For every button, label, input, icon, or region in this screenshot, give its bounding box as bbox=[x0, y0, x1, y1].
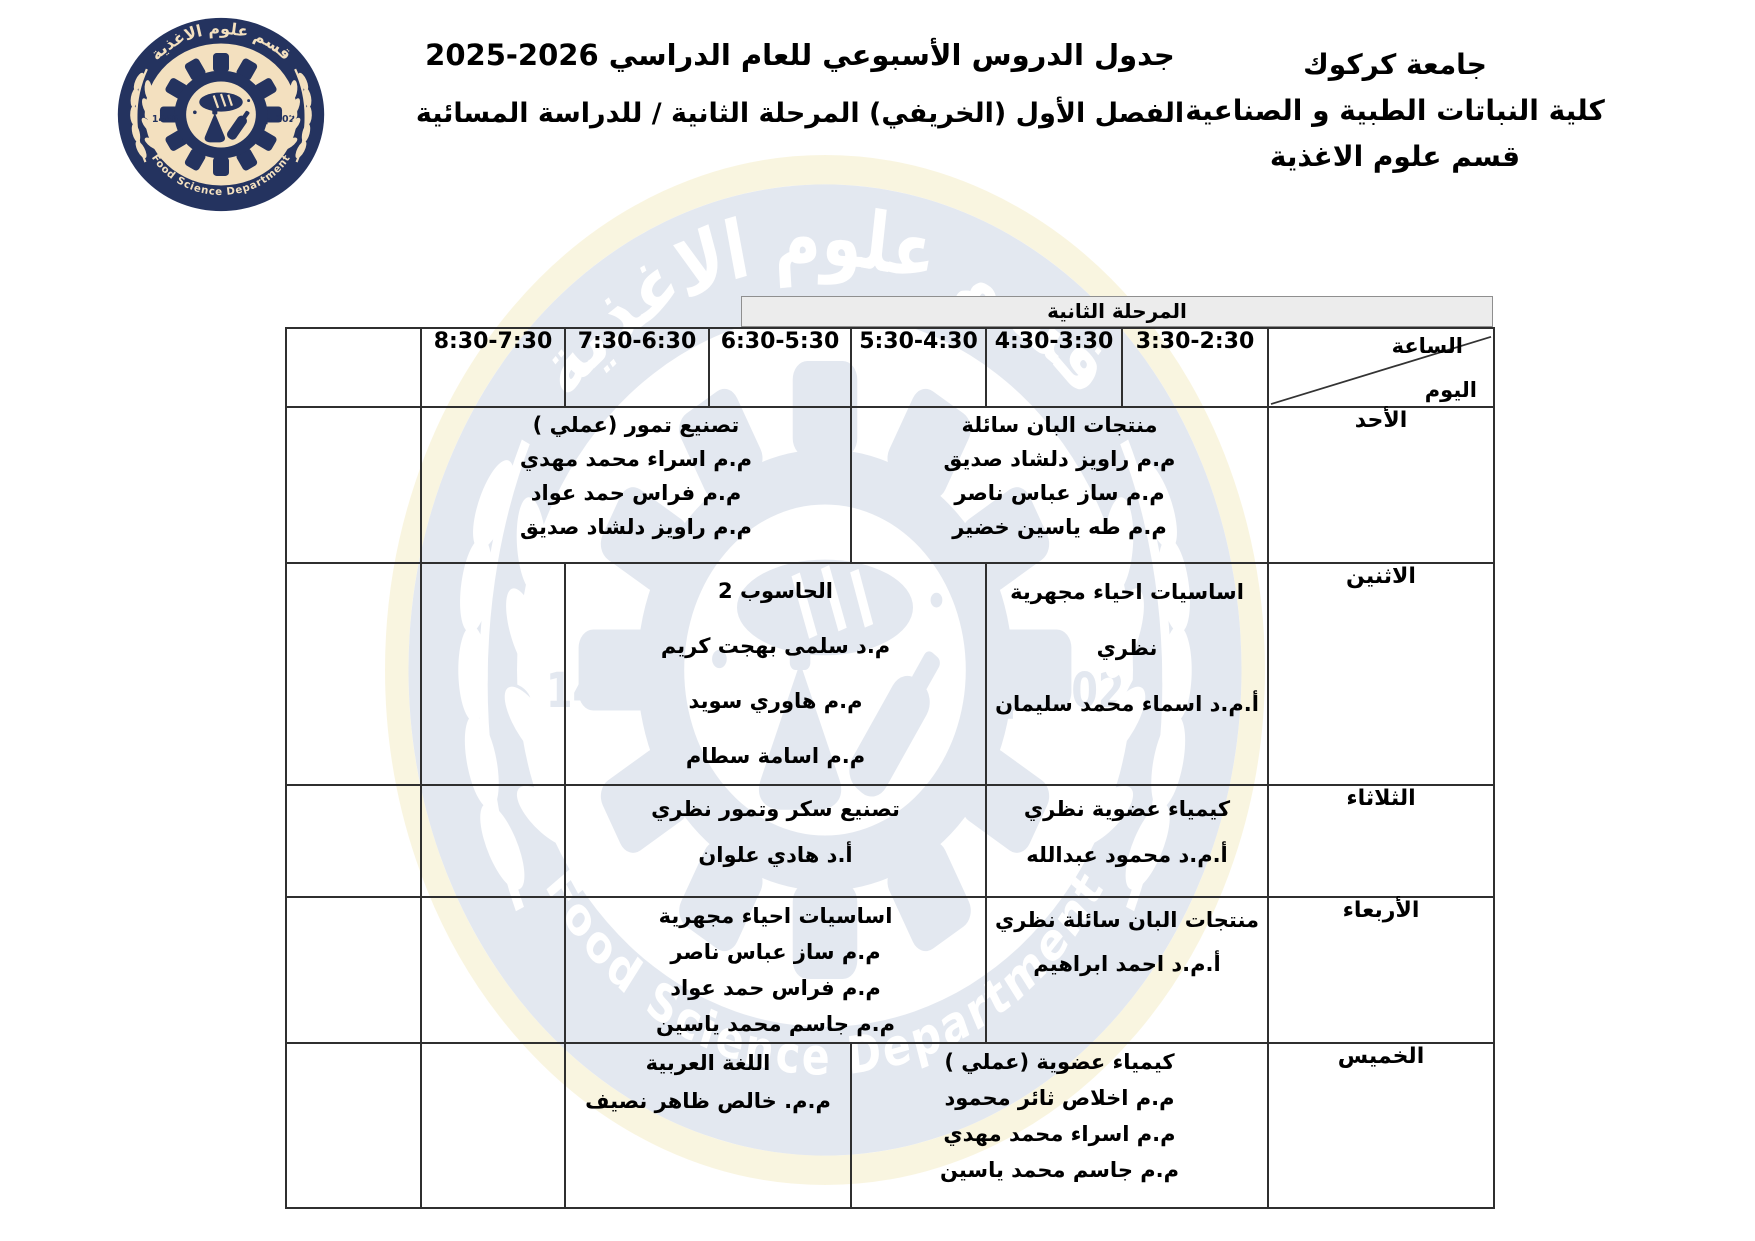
empty-cell bbox=[286, 1043, 421, 1208]
course-title: كيمياء عضوية نظري bbox=[1023, 797, 1231, 821]
course-title: اساسيات احياء مجهرية bbox=[658, 904, 893, 928]
empty-cell bbox=[286, 407, 421, 563]
course-cell bbox=[421, 407, 851, 563]
empty-cell bbox=[286, 785, 421, 897]
time-slot-header: 4:30-3:30 bbox=[986, 328, 1122, 407]
corner-hour-day-cell bbox=[1268, 328, 1494, 407]
corner-hour-label: الساعة bbox=[1391, 334, 1463, 358]
instructor-line: م.م راويز دلشاد صديق bbox=[943, 447, 1176, 471]
course-title: كيمياء عضوية (عملي ) bbox=[944, 1050, 1175, 1074]
department-logo bbox=[112, 12, 330, 217]
department-name: قسم علوم الاغذية bbox=[1269, 140, 1521, 173]
course-cell bbox=[565, 785, 986, 897]
instructor-line: م.م هاوري سويد bbox=[688, 689, 863, 713]
time-slot-header: 6:30-5:30 bbox=[709, 328, 851, 407]
instructor-line: م.م فراس حمد عواد bbox=[670, 976, 881, 1000]
day-label-sunday: الأحد bbox=[1268, 407, 1494, 563]
time-slot-header: 8:30-7:30 bbox=[421, 328, 565, 407]
course-title: منتجات البان سائلة نظري bbox=[994, 908, 1260, 932]
instructor-line: م.م طه ياسين خضير bbox=[952, 515, 1167, 539]
corner-day-label: اليوم bbox=[1424, 378, 1477, 402]
day-label-thursday: الخميس bbox=[1268, 1043, 1494, 1208]
time-slot-header: 7:30-6:30 bbox=[565, 328, 709, 407]
course-title: تصنيع سكر وتمور نظري bbox=[651, 797, 900, 821]
time-slot-header: 3:30-2:30 bbox=[1122, 328, 1268, 407]
day-label-wednesday: الأربعاء bbox=[1268, 897, 1494, 1043]
course-cell bbox=[565, 1043, 851, 1208]
course-title: منتجات البان سائلة bbox=[961, 413, 1158, 437]
day-label-monday: الاثنين bbox=[1268, 563, 1494, 785]
course-title: تصنيع تمور (عملي ) bbox=[532, 413, 740, 437]
instructor-line: م.م اسامة سطام bbox=[685, 744, 866, 768]
instructor-line: أ.م.د محمود عبدالله bbox=[1026, 843, 1228, 867]
empty-cell bbox=[286, 897, 421, 1043]
instructor-line: م.م جاسم محمد ياسين bbox=[939, 1158, 1180, 1182]
schedule-title: جدول الدروس الأسبوعي للعام الدراسي 2026-2025 bbox=[425, 38, 1175, 72]
course-title: اساسيات احياء مجهرية نظري bbox=[1010, 580, 1244, 660]
instructor-line: م.م اسراء محمد مهدي bbox=[519, 447, 753, 471]
title-block bbox=[360, 38, 1240, 129]
instructor-line: م.م. خالص ظاهر نصيف bbox=[585, 1089, 831, 1113]
course-cell bbox=[986, 897, 1268, 1043]
empty-cell bbox=[421, 897, 565, 1043]
time-slot-header: 5:30-4:30 bbox=[851, 328, 986, 407]
empty-cell bbox=[421, 563, 565, 785]
instructor-line: أ.د هادي علوان bbox=[698, 843, 853, 867]
course-title: اللغة العربية bbox=[645, 1051, 771, 1075]
university-name: جامعة كركوك bbox=[1303, 48, 1487, 81]
instructor-line: أ.م.د اسماء محمد سليمان bbox=[995, 692, 1259, 716]
course-cell bbox=[986, 785, 1268, 897]
instructor-line: م.م اسراء محمد مهدي bbox=[943, 1122, 1176, 1146]
empty-cell bbox=[421, 1043, 565, 1208]
instructor-line: م.د سلمى بهجت كريم bbox=[660, 634, 891, 658]
instructor-line: م.م جاسم محمد ياسين bbox=[655, 1012, 896, 1036]
stage-banner: المرحلة الثانية bbox=[741, 296, 1493, 327]
empty-cell bbox=[286, 563, 421, 785]
instructor-line: م.م فراس حمد عواد bbox=[530, 481, 742, 505]
instructor-line: أ.م.د احمد ابراهيم bbox=[1033, 952, 1221, 976]
course-cell bbox=[565, 563, 986, 785]
schedule-subtitle: الفصل الأول (الخريفي) المرحلة الثانية / للدراسة المسائية bbox=[415, 98, 1185, 129]
instructor-line: م.م اخلاص ثائر محمود bbox=[944, 1086, 1175, 1110]
course-cell bbox=[851, 1043, 1268, 1208]
course-cell bbox=[565, 897, 986, 1043]
college-name: كلية النباتات الطبية و الصناعية bbox=[1185, 94, 1605, 127]
course-title: الحاسوب 2 bbox=[718, 579, 833, 603]
schedule-table-wrapper bbox=[285, 327, 1495, 1209]
course-cell bbox=[986, 563, 1268, 785]
empty-cell bbox=[421, 785, 565, 897]
day-label-tuesday: الثلاثاء bbox=[1268, 785, 1494, 897]
instructor-line: م.م ساز عباس ناصر bbox=[670, 940, 881, 964]
course-cell bbox=[851, 407, 1268, 563]
instructor-line: م.م ساز عباس ناصر bbox=[954, 481, 1165, 505]
schedule-table bbox=[285, 327, 1495, 1209]
instructor-line: م.م راويز دلشاد صديق bbox=[520, 515, 752, 539]
empty-cell bbox=[286, 328, 421, 407]
